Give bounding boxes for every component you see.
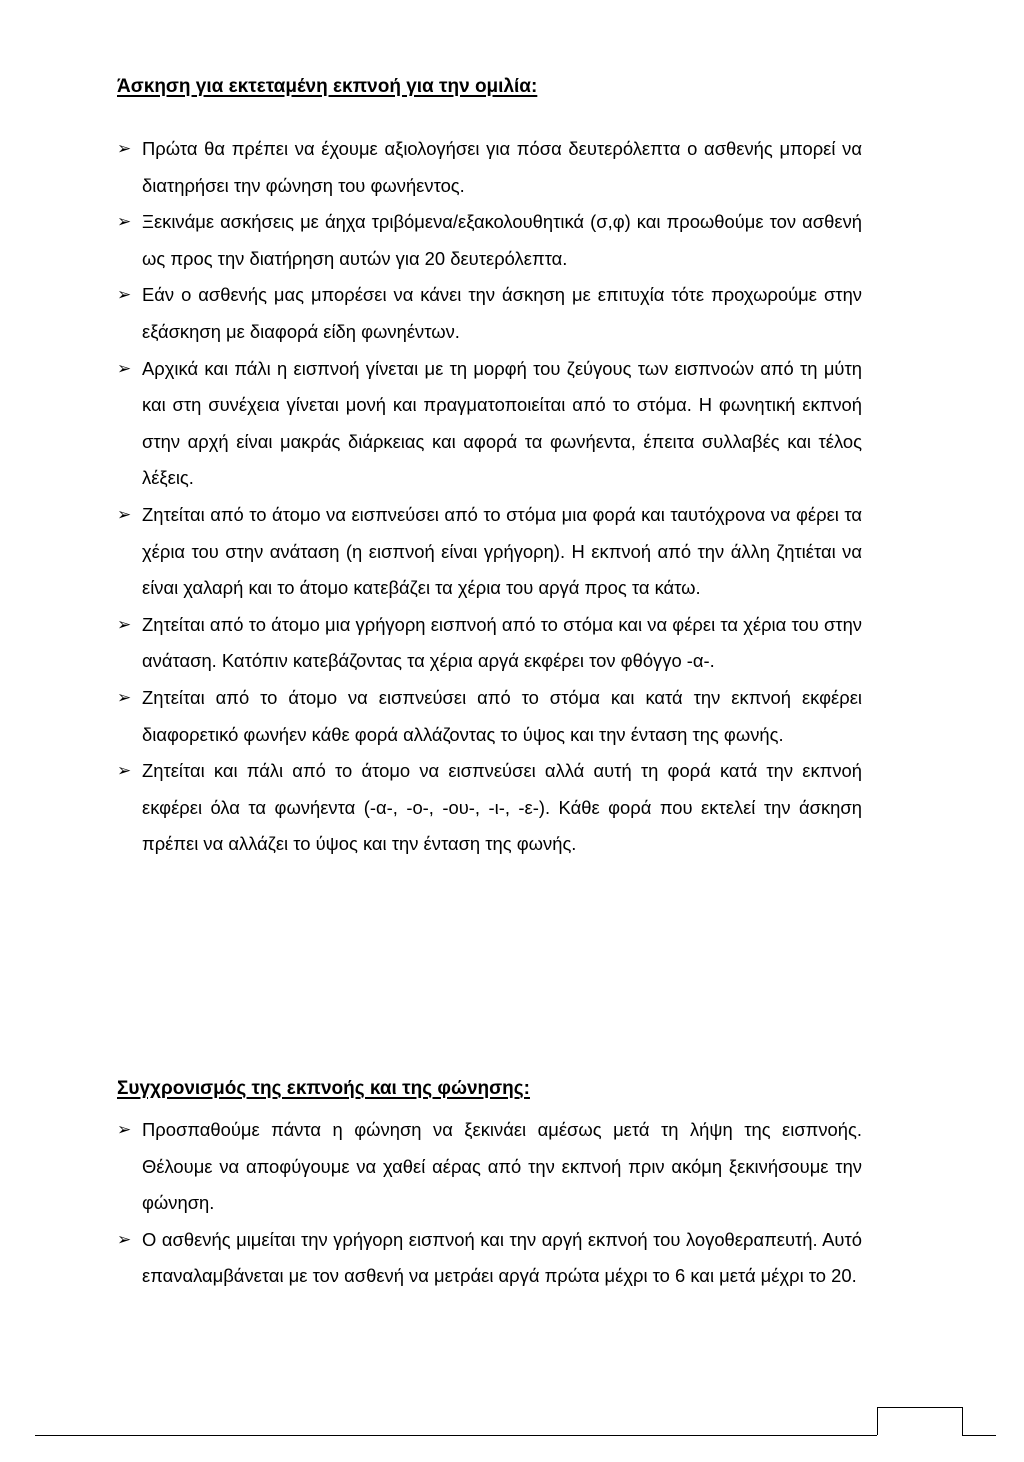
list-item: [116, 131, 862, 204]
list-item: [116, 277, 862, 350]
arrow-bullet-icon: ➢: [117, 285, 132, 305]
footer-divider-right: [962, 1435, 996, 1436]
list-item: [116, 204, 862, 277]
list-item: [116, 1222, 862, 1295]
arrow-bullet-icon: ➢: [117, 1120, 132, 1139]
list-item: [116, 497, 862, 607]
arrow-bullet-icon: ➢: [117, 761, 132, 781]
list-item: [116, 680, 862, 753]
list-item-text: Προσπαθούμε πάντα η φώνηση να ξεκινάει αμέσως μετά τη λήψη της εισπνοής. Θέλουμε να αποφύγουμε να χαθεί αέρας από την εκπνοή πριν ακόμη ξεκινήσουμε την φώνηση.: [142, 1119, 862, 1214]
section-heading-synchronization: Συγχρονισμός της εκπνοής και της φώνησης:: [117, 1078, 530, 1099]
list-item-text: Ξεκινάμε ασκήσεις με άηχα τριβόμενα/εξακολουθητικά (σ,φ) και προωθούμε τον ασθενή ως προς την διατήρηση αυτών για 20 δευτερόλεπτα.: [142, 211, 862, 269]
arrow-bullet-icon: ➢: [117, 504, 132, 524]
list-item-text: Αρχικά και πάλι η εισπνοή γίνεται με τη μορφή του ζεύγους των εισπνοών από τη μύτη και στη συνέχεια γίνεται μονή και πραγματοποιείται από το στόμα. Η φωνητική εκπνοή στην αρχή είναι μακράς διάρκειας και αφορά τα φωνήεντα, έπειτα συλλαβές και τέλος λέξεις.: [142, 357, 862, 489]
arrow-bullet-icon: ➢: [117, 687, 132, 707]
arrow-bullet-icon: ➢: [117, 358, 132, 378]
exercise-list-synchronization: [116, 1112, 862, 1295]
arrow-bullet-icon: ➢: [117, 614, 132, 634]
list-item-text: Πρώτα θα πρέπει να έχουμε αξιολογήσει για πόσα δευτερόλεπτα ο ασθενής μπορεί να διατηρήσει την φώνηση του φωνήεντος.: [142, 138, 862, 196]
list-item: [116, 607, 862, 680]
footer-page-box: [877, 1407, 963, 1435]
list-item-text: Εάν ο ασθενής μας μπορέσει να κάνει την άσκηση με επιτυχία τότε προχωρούμε στην εξάσκηση με διαφορά είδη φωνηέντων.: [142, 284, 862, 342]
arrow-bullet-icon: ➢: [117, 1229, 132, 1249]
exercise-list-extended-exhalation: [116, 131, 862, 863]
list-item: [116, 351, 862, 497]
footer-divider: [35, 1435, 877, 1436]
section-heading-extended-exhalation: Άσκηση για εκτεταμένη εκπνοή για την ομιλία:: [117, 76, 538, 97]
arrow-bullet-icon: ➢: [117, 212, 132, 232]
list-item: [116, 753, 862, 863]
list-item-text: Ζητείται από το άτομο μια γρήγορη εισπνοή από το στόμα και να φέρει τα χέρια του στην ανάταση. Κατόπιν κατεβάζοντας τα χέρια αργά εκφέρει τον φθόγγο -α-.: [142, 613, 862, 672]
list-item: [116, 1112, 862, 1222]
list-item-text: Ζητείται και πάλι από το άτομο να εισπνεύσει αλλά αυτή τη φορά κατά την εκπνοή εκφέρει όλα τα φωνήεντα (-α-, -ο-, -ου-, -ι-, -ε-). Κάθε φορά που εκτελεί την άσκηση πρέπει να αλλάζει το ύψος και την ένταση της φωνής.: [142, 760, 862, 855]
list-item-text: Ζητείται από το άτομο να εισπνεύσει από το στόμα μια φορά και ταυτόχρονα να φέρει τα χέρια του στην ανάταση (η εισπνοή είναι γρήγορη). Η εκπνοή από την άλλη ζητιέται να είναι χαλαρή και το άτομο κατεβάζει τα χέρια του αργά προς τα κάτω.: [142, 503, 862, 599]
list-item-text: Ο ασθενής μιμείται την γρήγορη εισπνοή και την αργή εκπνοή του λογοθεραπευτή. Αυτό επαναλαμβάνεται με τον ασθενή να μετράει αργά πρώτα μέχρι το 6 και μετά μέχρι το 20.: [142, 1228, 862, 1287]
list-item-text: Ζητείται από το άτομο να εισπνεύσει από το στόμα και κατά την εκπνοή εκφέρει διαφορετικό φωνήεν κάθε φορά αλλάζοντας το ύψος και την ένταση της φωνής.: [142, 686, 862, 745]
arrow-bullet-icon: ➢: [117, 139, 132, 158]
